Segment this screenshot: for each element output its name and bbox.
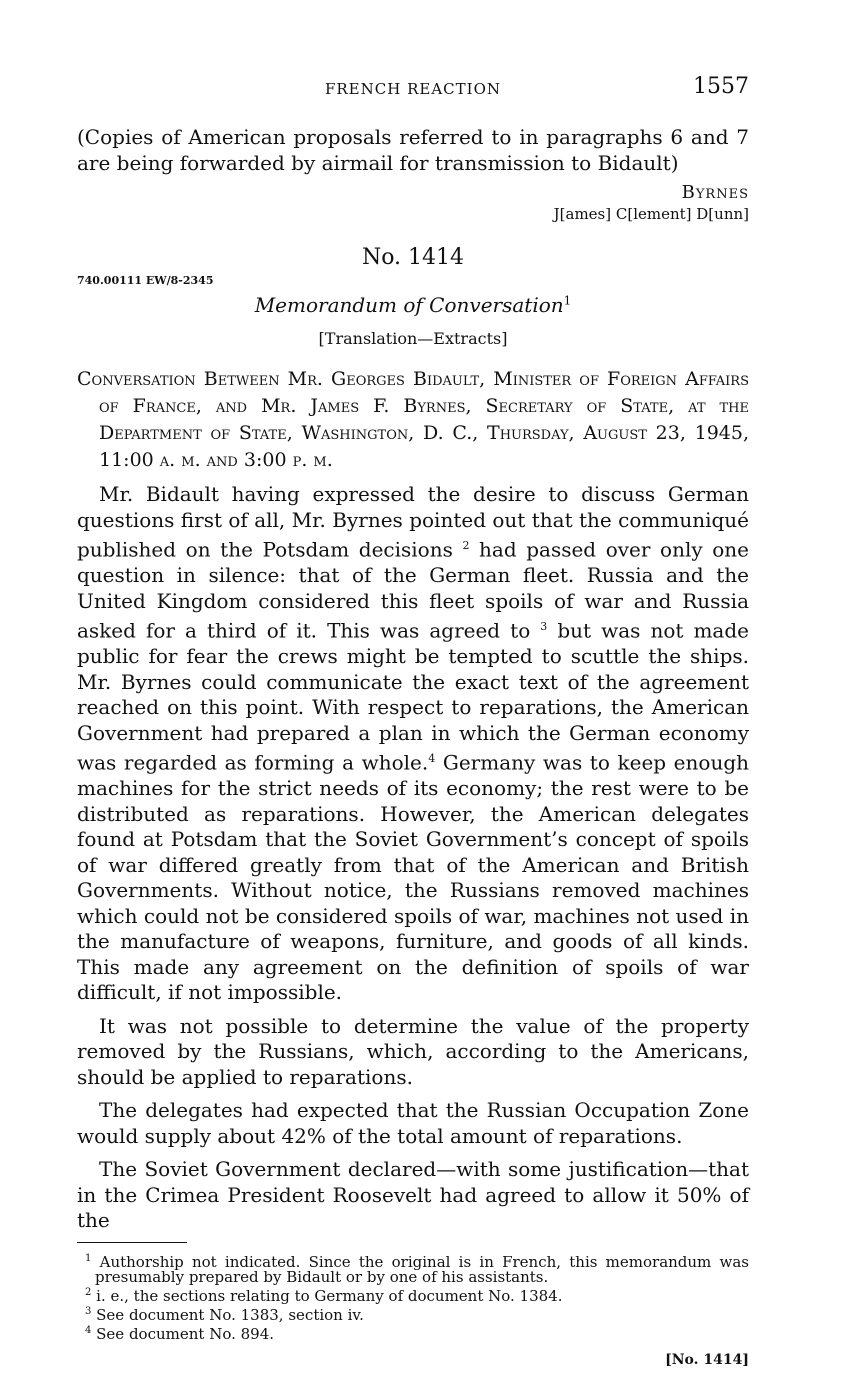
document-reference: [No. 1414]: [665, 1351, 749, 1368]
paragraph-text: had passed over only one question in silence: that of the German fleet. Russia and the United Kingdom considered this fleet spoils of war and Russia asked for a third of it. This was agreed to: [77, 537, 749, 643]
body-paragraph: The Soviet Government declared—with some justification—that in the Crimea President Roosevelt had agreed to allow it 50% of the: [77, 1157, 749, 1233]
footnote: [77, 1304, 749, 1323]
document-number: No. 1414: [361, 245, 465, 270]
footnote-ref: 2: [462, 539, 470, 552]
footnote-text: i. e., the sections relating to Germany of document No. 1384.: [96, 1286, 563, 1305]
conversation-header: Conversation Between Mr. Georges Bidault, Minister of Foreign Affairs of France, and Mr. James F. Byrnes, Secretary of State, at the Department of State, Washington, D. C., Thursday, August 23, 1945, 11:00 a. m. and 3:00 p. m.: [77, 368, 749, 471]
footnote-text: Authorship not indicated. Since the original is in French, this memorandum was presumably prepared by Bidault or by one of his assistants.: [95, 1252, 749, 1286]
copies-note: (Copies of American proposals referred to in paragraphs 6 and 7 are being forwarded by airmail for transmission to Bidault): [77, 125, 749, 175]
footnote-ref: 3: [540, 620, 548, 634]
paragraph-text: but was not made public for fear the crews might be tempted to scuttle the ships. Mr. Byrnes could communicate the exact text of the agreement reached on this point. With respect to reparations, the American Government had prepared a plan in which the German economy was regarded as forming a whole.: [77, 618, 749, 775]
body-paragraph: It was not possible to determine the value of the property removed by the Russians, which, according to the Americans, should be applied to reparations.: [77, 1013, 749, 1089]
footnote: [77, 1323, 749, 1342]
memo-title-text: Memorandum of Conversation: [254, 293, 564, 317]
footnote: [77, 1285, 749, 1304]
footnote-mark: 3: [85, 1305, 92, 1317]
running-title: FRENCH REACTION: [324, 80, 501, 98]
memo-title: [77, 293, 749, 317]
body-paragraph: [77, 482, 749, 1006]
file-number: 740.00111 EW/8-2345: [77, 274, 214, 287]
body-paragraph: The delegates had expected that the Russian Occupation Zone would supply about 42% of the total amount of reparations.: [77, 1098, 749, 1148]
footnote-mark: 1: [85, 1252, 92, 1264]
signer-full-name: J[ames] C[lement] D[unn]: [553, 205, 749, 223]
footnote-text: See document No. 1383, section iv.: [96, 1305, 364, 1324]
footnote-ref: 1: [563, 293, 572, 308]
paragraph-text: Mr. Bidault having expressed the desire to discuss German questions first of all, Mr. Byrnes pointed out that the communiqué published on the Potsdam decisions: [77, 482, 749, 562]
footnote: [77, 1251, 749, 1285]
paragraph-text: Germany was to keep enough machines for the strict needs of its economy; the rest were to be distributed as reparations. However, the American delegates found at Potsdam that the Soviet Government’s concept of spoils of war differed greatly from that of the American and British Governments. Without notice, the Russians removed machines which could not be considered spoils of war, machines not used in the manufacture of weapons, furniture, and goods of all kinds. This made any agreement on the definition of spoils of war difficult, if not impossible.: [77, 750, 750, 1005]
footnote-mark: 2: [85, 1286, 92, 1298]
page-number: 1557: [693, 74, 749, 99]
document-page: [77, 70, 749, 1368]
footnote-divider: [77, 1242, 187, 1243]
translation-note: [Translation—Extracts]: [318, 329, 508, 348]
footnote-text: See document No. 894.: [96, 1324, 275, 1343]
running-head: [77, 70, 749, 110]
footnote-ref: 4: [428, 752, 436, 766]
signer-name: Byrnes: [681, 182, 749, 203]
footnote-mark: 4: [85, 1324, 92, 1336]
